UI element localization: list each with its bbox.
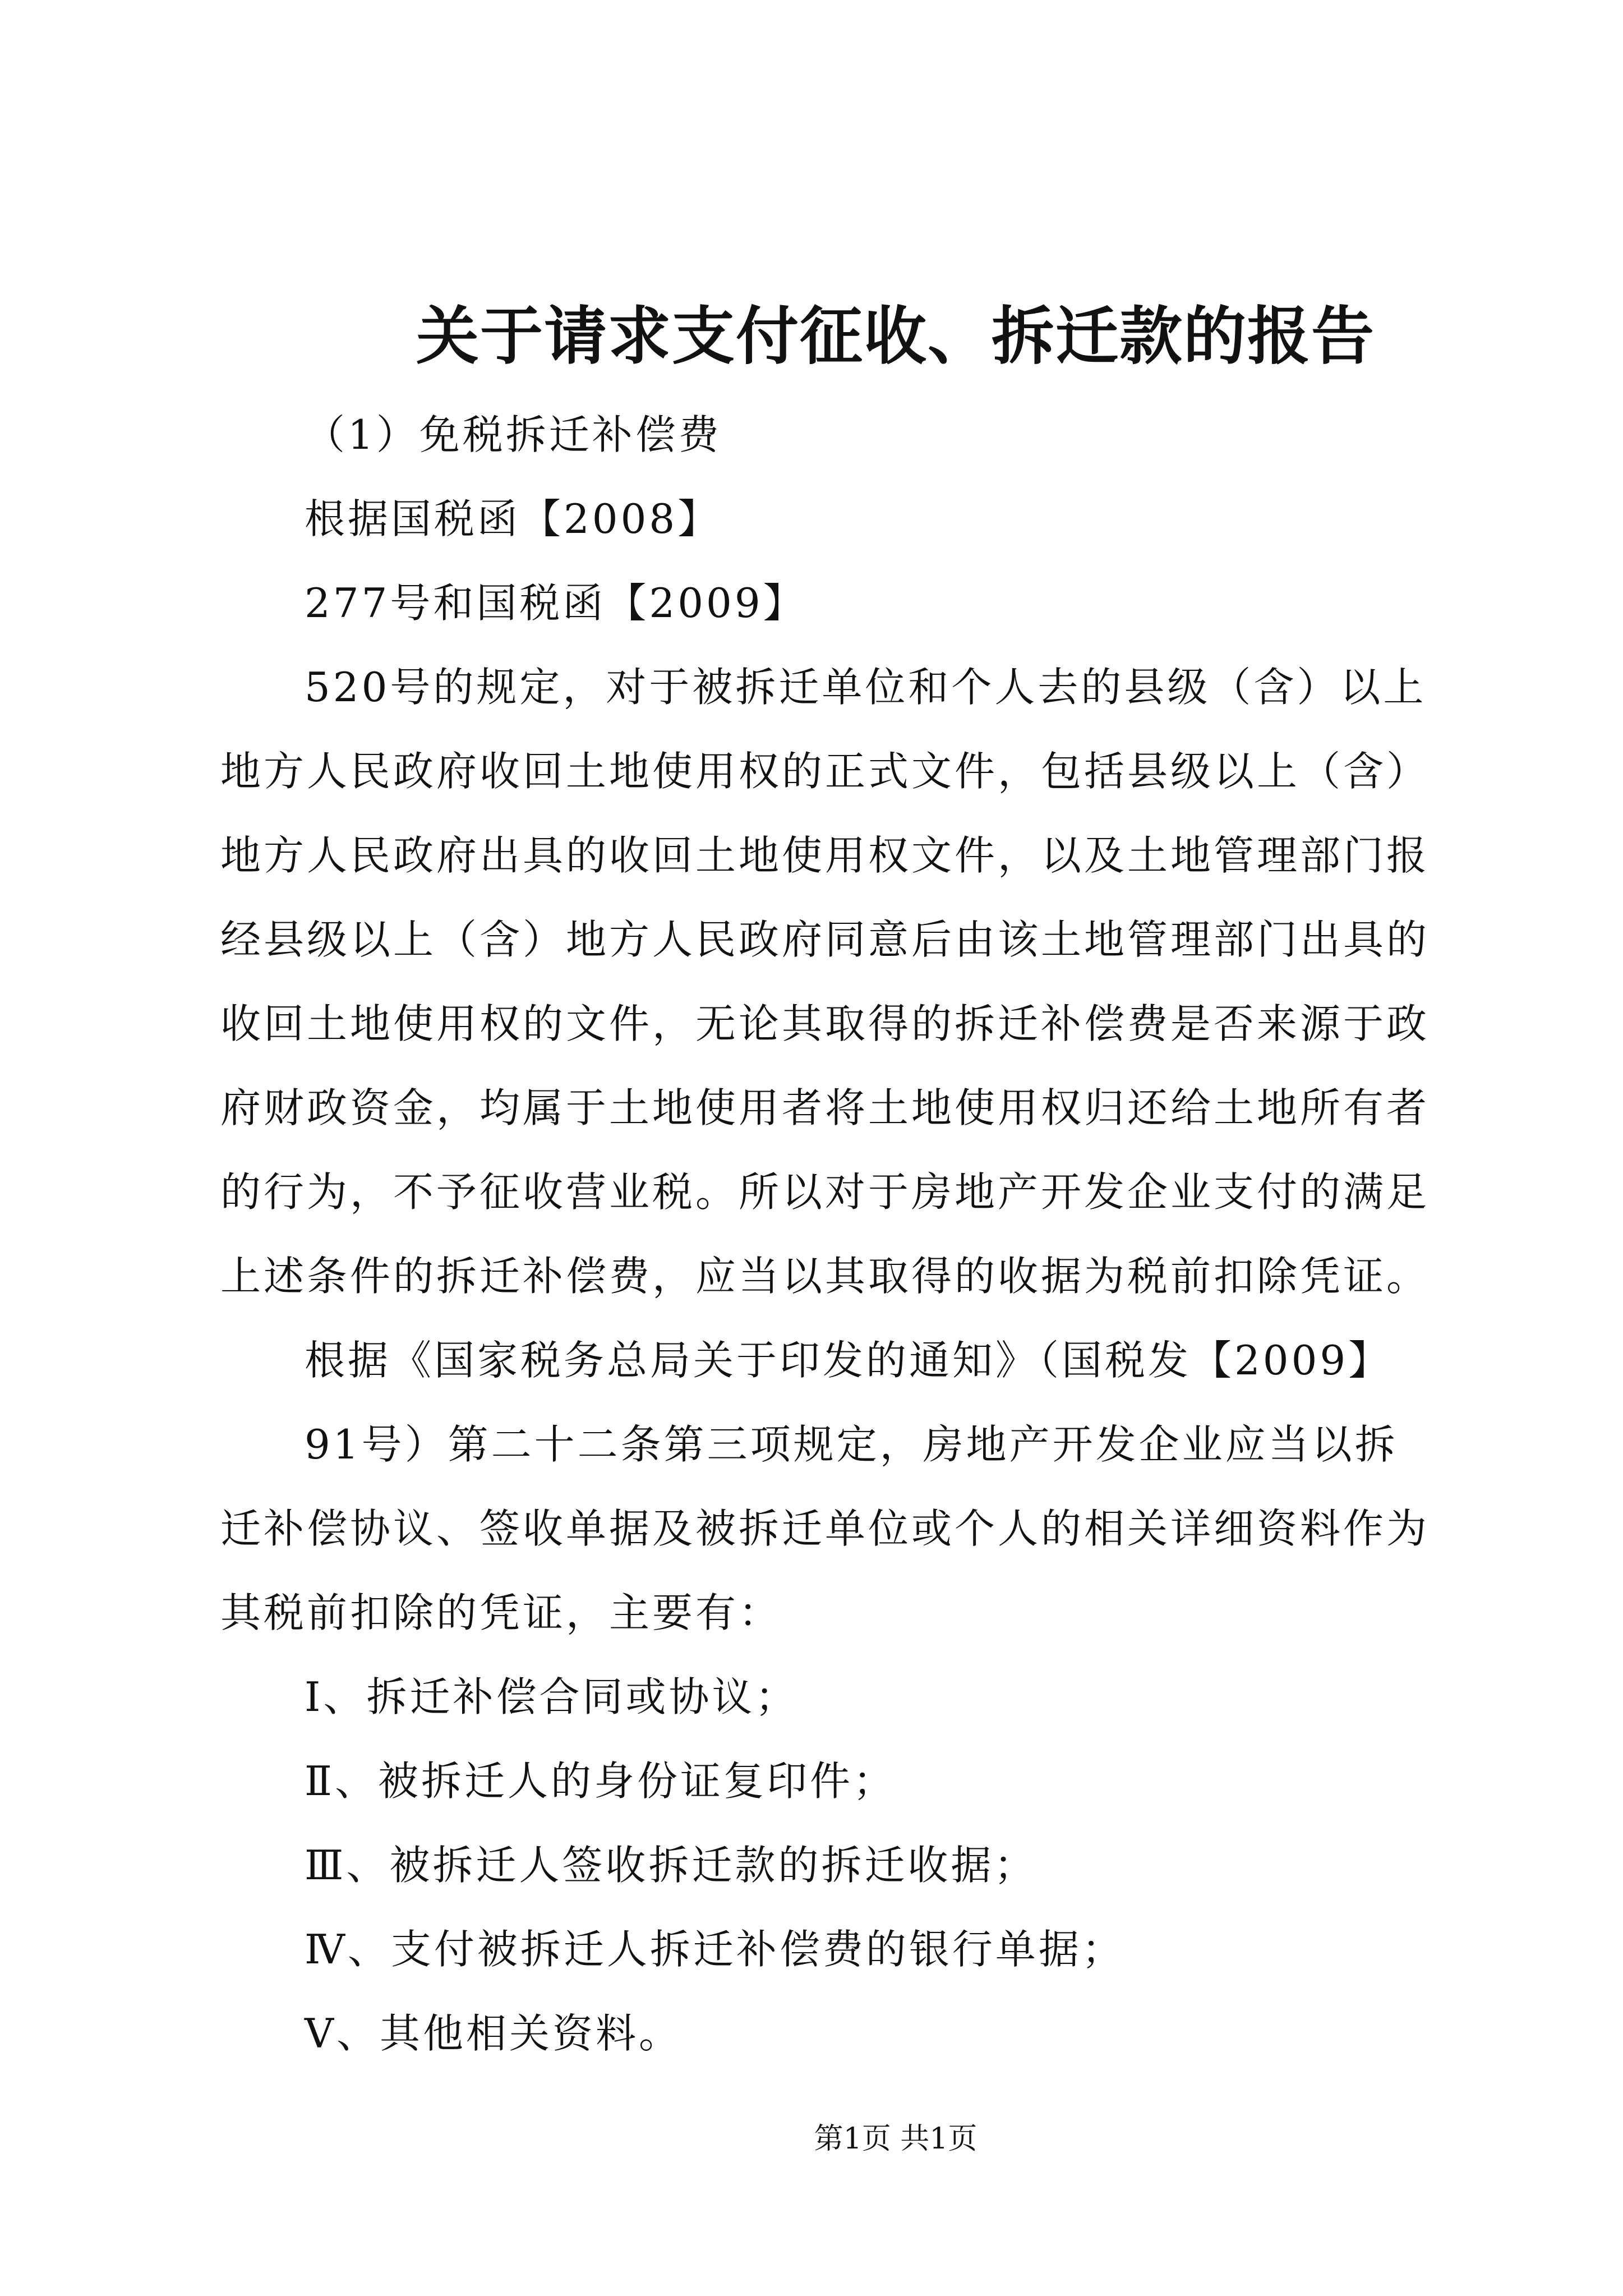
paragraph-line: 收回土地使用权的文件，无论其取得的拆迁补偿费是否来源于政 <box>220 1000 1430 1047</box>
paragraph-line: 府财政资金，均属于土地使用者将土地使用权归还给土地所有者 <box>220 1084 1430 1131</box>
page-footer: 第1页 共1页 <box>814 2122 978 2156</box>
section-heading: （1）免税拆迁补偿费 <box>305 411 722 458</box>
paragraph-line: 其税前扣除的凭证，主要有： <box>220 1589 782 1636</box>
list-item: Ⅳ、支付被拆迁人拆迁补偿费的银行单据； <box>305 1926 1125 1973</box>
paragraph-line: 根据国税函【2008】 <box>305 495 721 542</box>
list-item: Ⅰ、拆迁补偿合同或协议； <box>305 1673 799 1720</box>
paragraph-line: 上述条件的拆迁补偿费，应当以其取得的收据为税前扣除凭证。 <box>220 1253 1430 1300</box>
paragraph-line: 根据《国家税务总局关于印发的通知》（国税发【2009】 <box>305 1337 1392 1384</box>
paragraph-line: 地方人民政府出具的收回土地使用权文件，以及土地管理部门报 <box>220 832 1430 879</box>
list-item: Ⅲ、被拆迁人签收拆迁款的拆迁收据； <box>305 1842 1038 1889</box>
paragraph-line: 91号）第二十二条第三项规定，房地产开发企业应当以拆 <box>305 1421 1398 1468</box>
document-body <box>220 393 1430 2076</box>
paragraph-line: 地方人民政府收回土地使用权的正式文件，包括县级以上（含） <box>220 748 1430 795</box>
paragraph-line: 520号的规定，对于被拆迁单位和个人去的县级（含）以上 <box>305 664 1427 711</box>
paragraph-line: 的行为，不予征收营业税。所以对于房地产开发企业支付的满足 <box>220 1168 1430 1216</box>
paragraph-line: 277号和国税函【2009】 <box>305 579 806 627</box>
list-item: Ⅴ、其他相关资料。 <box>305 2010 682 2057</box>
document-title: 关于请求支付征收、拆迁款的报告 <box>416 300 1375 373</box>
list-item: Ⅱ、被拆迁人的身份证复印件； <box>305 1757 896 1805</box>
paragraph-line: 迁补偿协议、签收单据及被拆迁单位或个人的相关详细资料作为 <box>220 1505 1430 1552</box>
paragraph-line: 经县级以上（含）地方人民政府同意后由该土地管理部门出具的 <box>220 916 1430 963</box>
